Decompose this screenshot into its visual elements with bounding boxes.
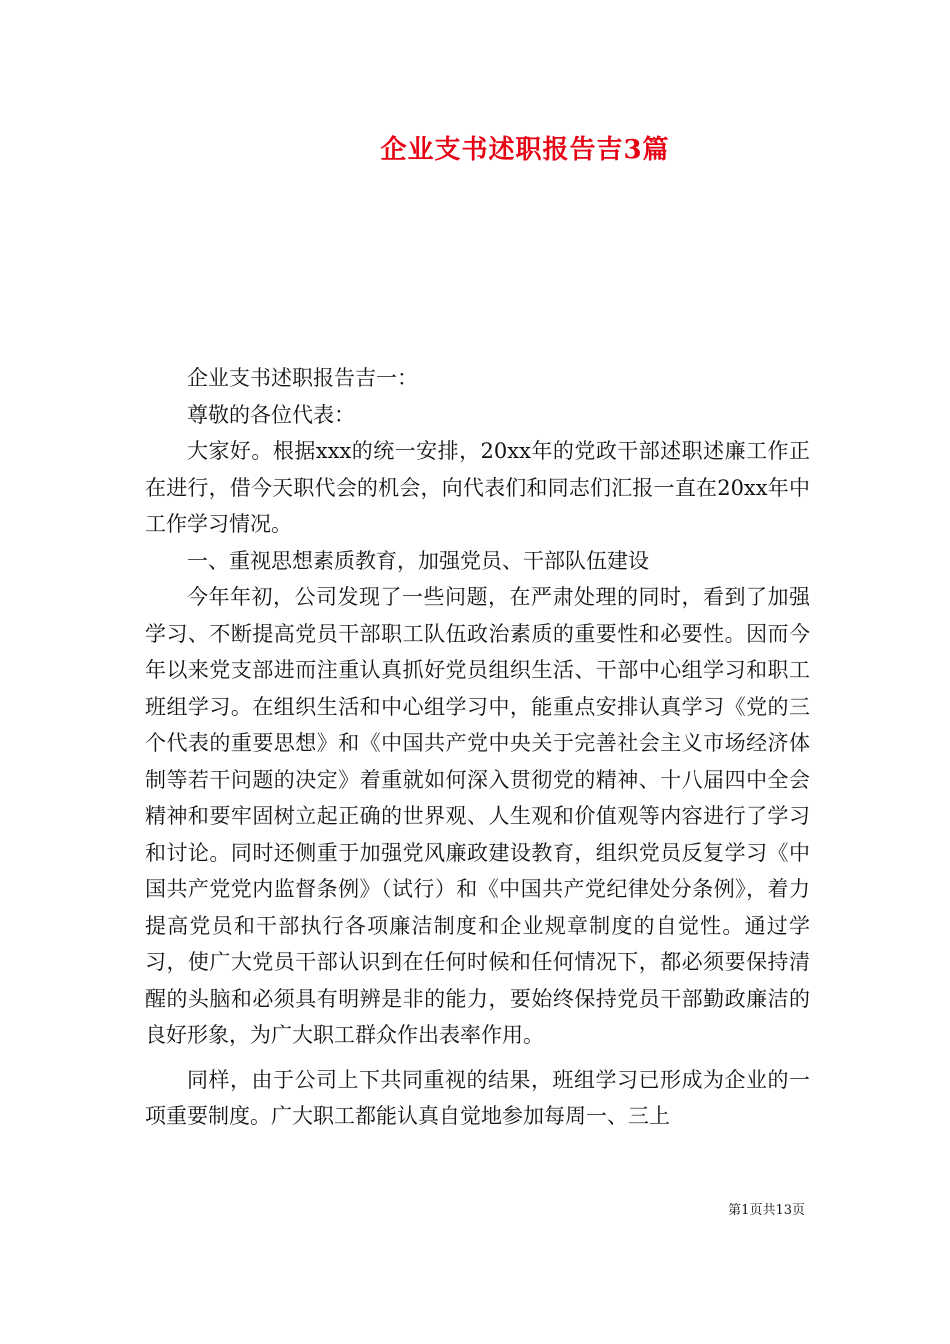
salutation: 尊敬的各位代表： [187, 402, 355, 427]
paragraph-study: 今年年初，公司发现了一些问题，在严肃处理的同时，看到了加强学习、不断提高党员干部职工队伍政治素质的重要性和必要性。因而今年以来党支部进而注重认真抓好党员组织生活、干部中心组学习和职工班组学习。在组织生活和中心组学习中，能重点安排认真学习《党的三个代表的重要思想》和《中国共产党中央关于完善社会主义市场经济体制等若干问题的决定》着重就如何深入贯彻党的精神、十八届四中全会精神和要牢固树立起正确的世界观、人生观和价值观等内容进行了学习和讨论。同时还侧重于加强党风廉政建设教育，组织党员反复学习《中国共产党党内监督条例》（试行）和《中国共产党纪律处分条例》，着力提高党员和干部执行各项廉洁制度和企业规章制度的自觉性。通过学习，使广大党员干部认识到在任何时候和任何情况下，都必须要保持清醒的头脑和必须具有明辨是非的能力，要始终保持党员干部勤政廉洁的良好形象，为广大职工群众作出表率作用。 [145, 585, 810, 1047]
document-body [145, 360, 810, 1135]
paragraph-intro: 大家好。根据xxx的统一安排，20xx年的党政干部述职述廉工作正在进行，借今天职代会的机会，向代表们和同志们汇报一直在20xx年中工作学习情况。 [145, 439, 810, 536]
document-title: 企业支书述职报告吉3篇 [380, 135, 670, 165]
paragraph-team-study: 同样，由于公司上下共同重视的结果，班组学习已形成为企业的一项重要制度。广大职工都能认真自觉地参加每周一、三上 [145, 1067, 810, 1128]
subheading-one: 一、重视思想素质教育，加强党员、干部队伍建设 [187, 548, 649, 573]
page-number: 第1页共13页 [728, 1203, 805, 1218]
section-heading: 企业支书述职报告吉一： [187, 366, 418, 390]
